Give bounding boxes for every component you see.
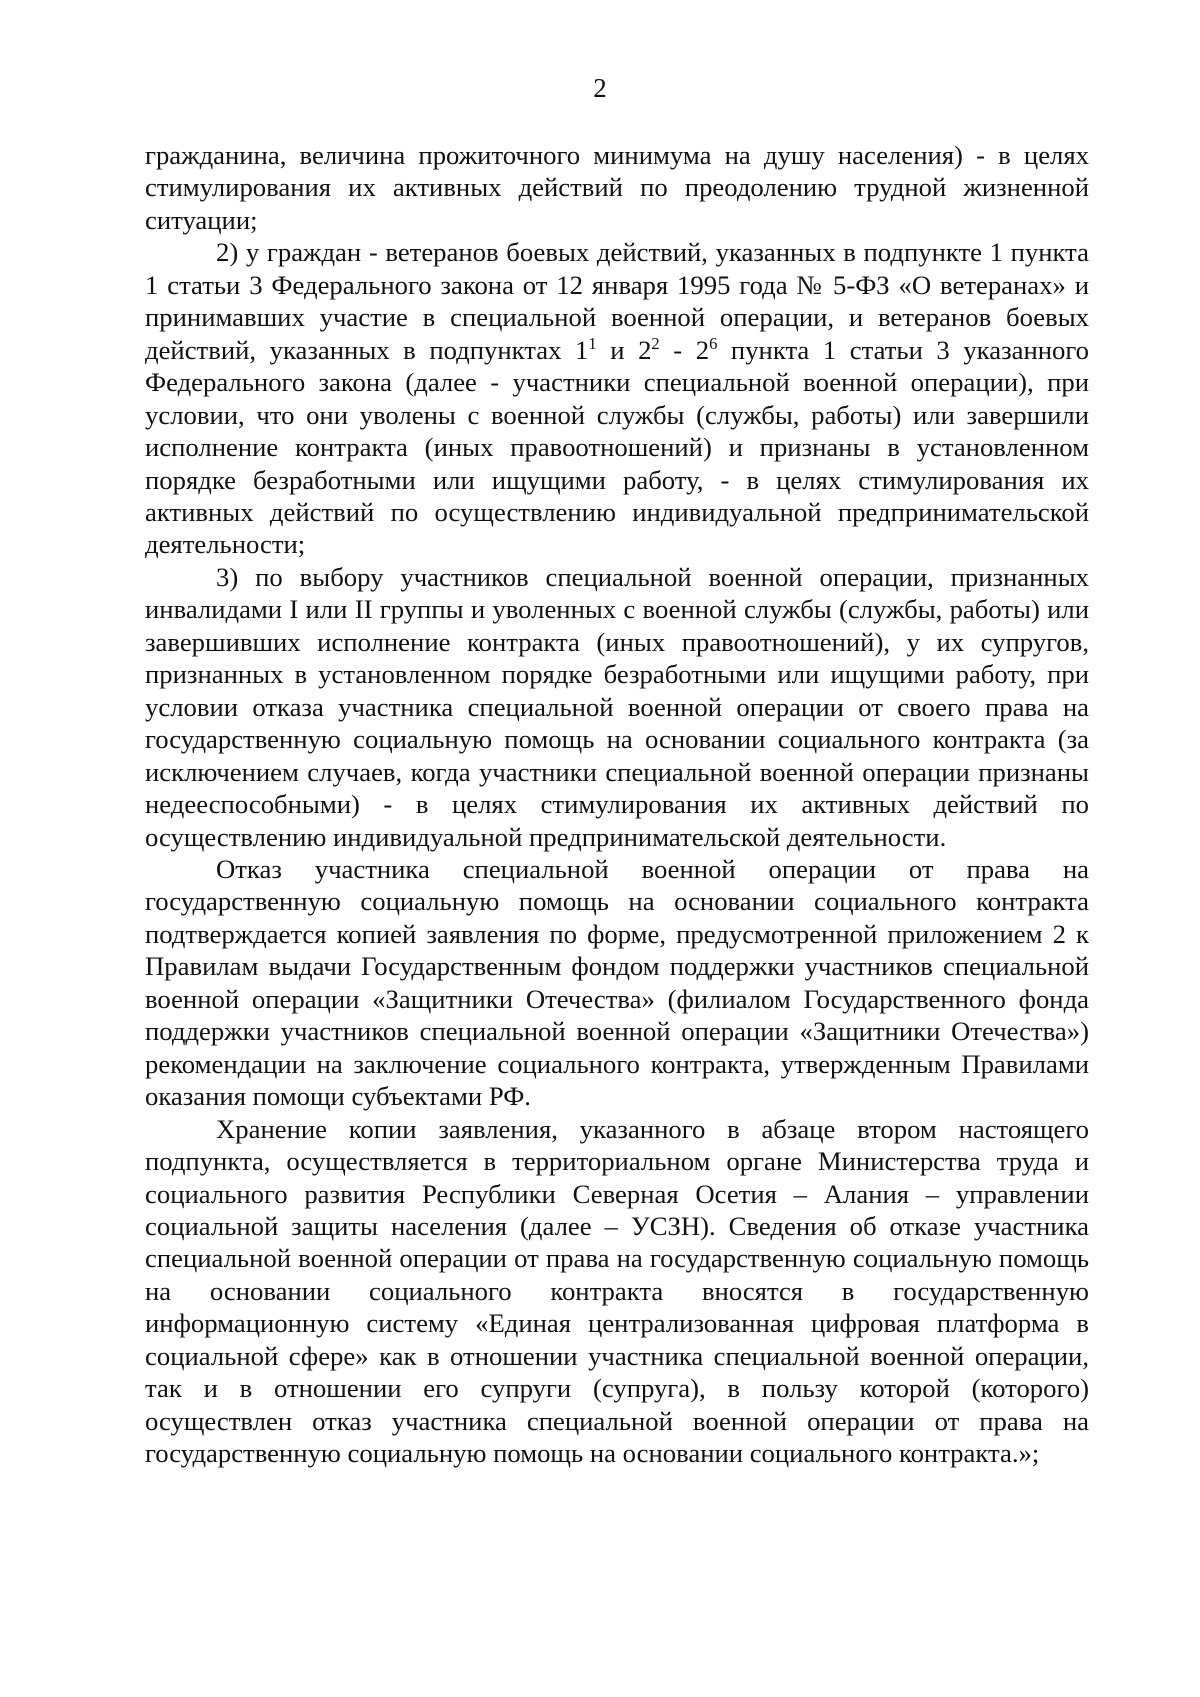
page-number: 2 <box>593 73 607 103</box>
document-body <box>145 139 1089 1470</box>
superscript: 2 <box>651 333 660 353</box>
paragraph-refusal: Отказ участника специальной военной операции от права на государственную социальную помощь на основании социального контракта подтверждается копией заявления по форме, предусмотренной приложением 2 к Правилам выдачи Государственным фондом поддержки участников специальной военной операции «Защитники Отечества» (филиалом Государственного фонда поддержки участников специальной военной операции «Защитники Отечества») рекомендации на заключение социального контракта, утвержденным Правилами оказания помощи субъектами РФ. <box>145 853 1089 1112</box>
paragraph-text: 2) у граждан - ветеранов боевых действий, указанных в подпункте 1 пункта 1 статьи 3 Федерального закона от 12 января 1995 года № 5-ФЗ «О ветеранах» и принимавших участие в специальной военной операции, и ветеранов боевых действий, указанных в подпунктах 1 <box>145 237 1089 365</box>
paragraph-item-3: 3) по выбору участников специальной военной операции, признанных инвалидами I или II группы и уволенных с военной службы (службы, работы) или завершивших исполнение контракта (иных правоотношений), у их супругов, признанных в установленном порядке безработными или ищущими работу, при условии отказа участника специальной военной операции от своего права на государственную социальную помощь на основании социального контракта (за исключением случаев, когда участники специальной военной операции признаны недееспособными) - в целях стимулирования их активных действий по осуществлению индивидуальной предпринимательской деятельности. <box>145 561 1089 852</box>
paragraph-text: и 2 <box>596 334 652 365</box>
paragraph-storage: Хранение копии заявления, указанного в абзаце втором настоящего подпункта, осуществляется в территориальном органе Министерства труда и социального развития Республики Северная Осетия – Алания – управлении социальной защиты населения (далее – УСЗН). Сведения об отказе участника специальной военной операции от права на государственную социальную помощь на основании социального контракта вносятся в государственную информационную систему «Единая централизованная цифровая платформа в социальной сфере» как в отношении участника специальной военной операции, так и в отношении его супруги (супруга), в пользу которой (которого) осуществлен отказ участника специальной военной операции от права на государственную социальную помощь на основании социального контракта.»; <box>145 1113 1089 1469</box>
superscript: 6 <box>709 333 718 353</box>
paragraph-continuation: гражданина, величина прожиточного минимума на душу населения) - в целях стимулирования их активных действий по преодолению трудной жизненной ситуации; <box>145 140 1089 235</box>
paragraph-item-2 <box>145 236 1089 561</box>
paragraph-text: - 2 <box>659 334 710 365</box>
superscript: 1 <box>588 333 597 353</box>
paragraph-text: пункта 1 статьи 3 указанного Федерального закона (далее - участники специальной военной операции), при условии, что они уволены с военной службы (службы, работы) или завершили исполнение контракта (иных правоотношений) и признаны в установленном порядке безработными или ищущими работу, - в целях стимулирования их активных действий по осуществлению индивидуальной предпринимательской деятельности; <box>145 334 1090 560</box>
